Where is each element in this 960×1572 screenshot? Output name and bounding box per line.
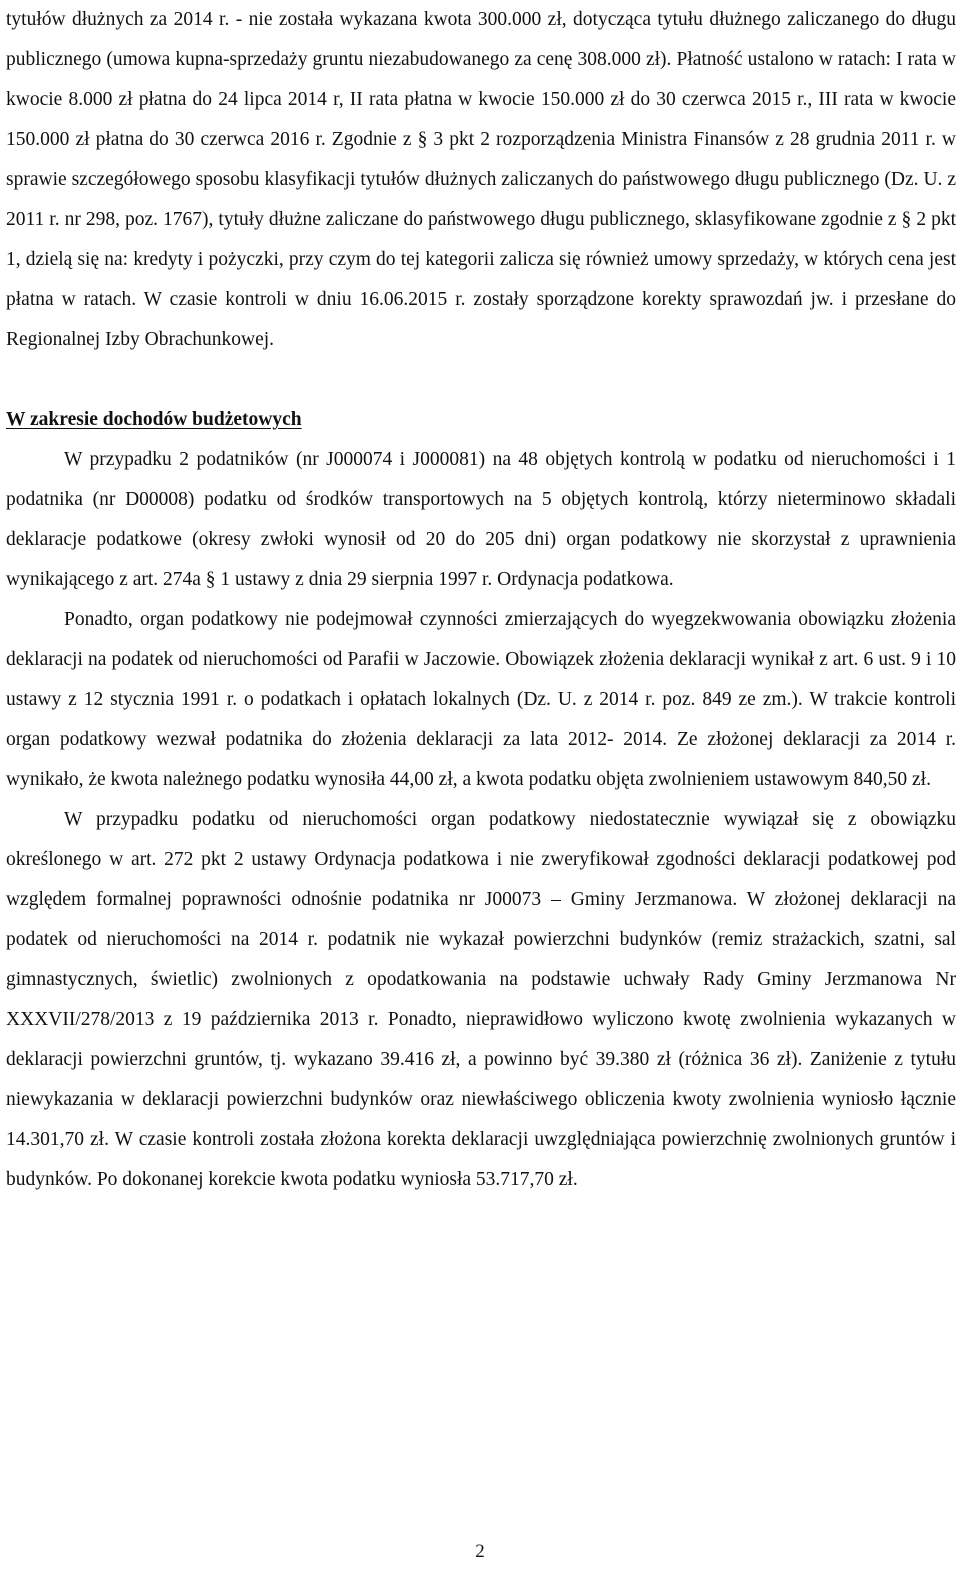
document-page [6, 0, 956, 1200]
body-paragraph-parish-declaration: Ponadto, organ podatkowy nie podejmował czynności zmierzających do wyegzekwowania obowiązku złożenia deklaracji na podatek od nieruchomości od Parafii w Jaczowie. Obowiązek złożenia deklaracji wynikał z art. 6 ust. 9 i 10 ustawy z 12 stycznia 1991 r. o podatkach i opłatach lokalnych (Dz. U. z 2014 r. poz. 849 ze zm.). W trakcie kontroli organ podatkowy wezwał podatnika do złożenia deklaracji za lata 2012- 2014. Ze złożonej deklaracji za 2014 r. wynikało, że kwota należnego podatku wynosiła 44,00 zł, a kwota podatku objęta zwolnieniem ustawowym 840,50 zł. [6, 609, 956, 790]
body-paragraph-continuation: tytułów dłużnych za 2014 r. - nie została wykazana kwota 300.000 zł, dotycząca tytułu dłużnego zaliczanego do długu publicznego (umowa kupna-sprzedaży gruntu niezabudowanego za cenę 308.000 zł). Płatność ustalono w ratach: I rata w kwocie 8.000 zł płatna do 24 lipca 2014 r, II rata płatna w kwocie 150.000 zł do 30 czerwca 2015 r., III rata w kwocie 150.000 zł płatna do 30 czerwca 2016 r. Zgodnie z § 3 pkt 2 rozporządzenia Ministra Finansów z 28 grudnia 2011 r. w sprawie szczegółowego sposobu klasyfikacji tytułów dłużnych zaliczanych do państwowego długu publicznego (Dz. U. z 2011 r. nr 298, poz. 1767), tytuły dłużne zaliczane do państwowego długu publicznego, sklasyfikowane zgodnie z § 2 pkt 1, dzielą się na: kredyty i pożyczki, przy czym do tej kategorii zalicza się również umowy sprzedaży, w których cena jest płatna w ratach. W czasie kontroli w dniu 16.06.2015 r. zostały sporządzone korekty sprawozdań jw. i przesłane do Regionalnej Izby Obrachunkowej. [6, 9, 956, 350]
body-paragraph-late-declarations: W przypadku 2 podatników (nr J000074 i J000081) na 48 objętych kontrolą w podatku od nieruchomości i 1 podatnika (nr D00008) podatku od środków transportowych na 5 objętych kontrolą, którzy nieterminowo składali deklaracje podatkowe (okresy zwłoki wynosił od 20 do 205 dni) organ podatkowy nie skorzystał z uprawnienia wynikającego z art. 274a § 1 ustawy z dnia 29 sierpnia 1997 r. Ordynacja podatkowa. [6, 449, 956, 590]
page-number: 2 [475, 1541, 485, 1562]
section-heading-budget-revenue: W zakresie dochodów budżetowych [6, 409, 302, 430]
body-paragraph-property-tax-verification: W przypadku podatku od nieruchomości organ podatkowy niedostatecznie wywiązał się z obowiązku określonego w art. 272 pkt 2 ustawy Ordynacja podatkowa i nie zweryfikował zgodności deklaracji podatkowej pod względem formalnej poprawności odnośnie podatnika nr J00073 – Gminy Jerzmanowa. W złożonej deklaracji na podatek od nieruchomości na 2014 r. podatnik nie wykazał powierzchni budynków (remiz strażackich, szatni, sal gimnastycznych, świetlic) zwolnionych z opodatkowania na podstawie uchwały Rady Gminy Jerzmanowa Nr XXXVII/278/2013 z 19 października 2013 r. Ponadto, nieprawidłowo wyliczono kwotę zwolnienia wykazanych w deklaracji powierzchni gruntów, tj. wykazano 39.416 zł, a powinno być 39.380 zł (różnica 36 zł). Zaniżenie z tytułu niewykazania w deklaracji powierzchni budynków oraz niewłaściwego obliczenia kwoty zwolnienia wyniosło łącznie 14.301,70 zł. W czasie kontroli została złożona korekta deklaracji uwzględniająca powierzchnię zwolnionych gruntów i budynków. Po dokonanej korekcie kwota podatku wyniosła 53.717,70 zł. [6, 809, 956, 1190]
